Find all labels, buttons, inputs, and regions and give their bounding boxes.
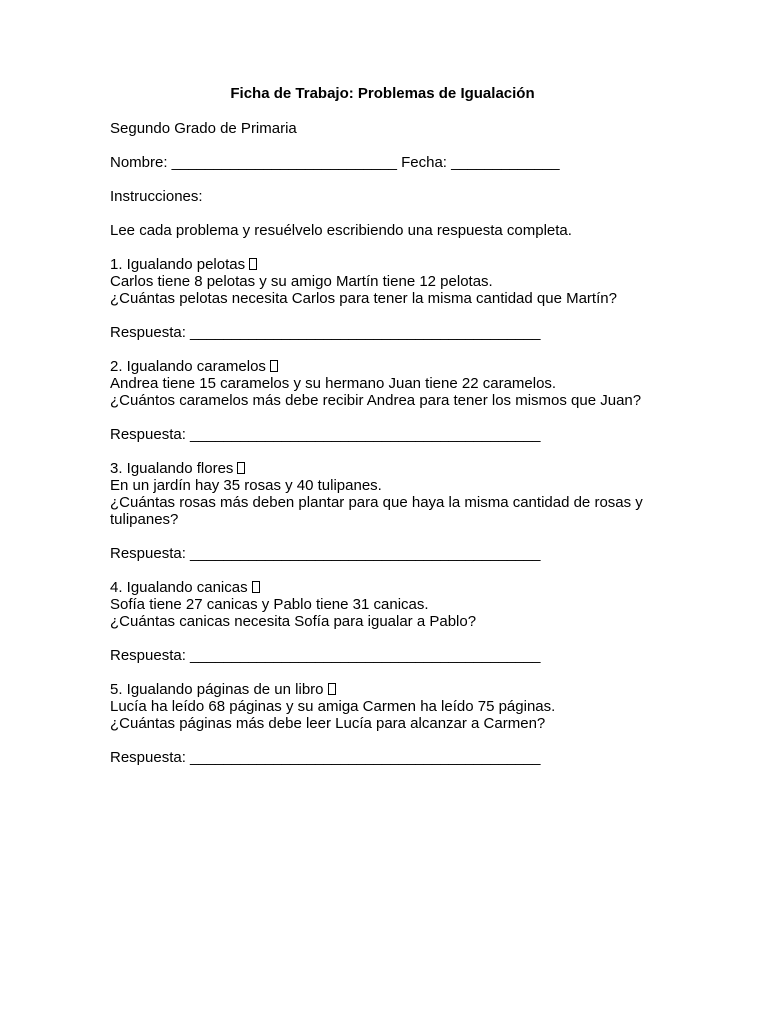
answer-line: Respuesta: __________________________________________ <box>110 545 541 562</box>
problem-heading: 5. Igualando páginas de un libro <box>110 681 324 698</box>
problem-heading: 3. Igualando flores <box>110 460 234 477</box>
problem-statement: Lucía ha leído 68 páginas y su amiga Carmen ha leído 75 páginas. <box>110 698 556 715</box>
problem-4 <box>110 579 655 681</box>
answer-line: Respuesta: __________________________________________ <box>110 749 541 766</box>
answer-line: Respuesta: __________________________________________ <box>110 647 541 664</box>
problem-1 <box>110 256 655 358</box>
missing-emoji-icon <box>249 258 257 270</box>
page-title: Ficha de Trabajo: Problemas de Igualación <box>230 85 535 102</box>
problem-statement: Sofía tiene 27 canicas y Pablo tiene 31 canicas. <box>110 596 429 613</box>
problem-heading: 1. Igualando pelotas <box>110 256 246 273</box>
problem-question: ¿Cuántas páginas más debe leer Lucía para alcanzar a Carmen? <box>110 715 546 732</box>
answer-line: Respuesta: __________________________________________ <box>110 324 541 341</box>
missing-emoji-icon <box>328 683 336 695</box>
problem-statement: Andrea tiene 15 caramelos y su hermano Juan tiene 22 caramelos. <box>110 375 557 392</box>
problem-question: ¿Cuántos caramelos más debe recibir Andrea para tener los mismos que Juan? <box>110 392 642 409</box>
problem-question: ¿Cuántas rosas más deben plantar para que haya la misma cantidad de rosas y tulipanes? <box>110 494 647 528</box>
name-date-line: Nombre: ___________________________ Fecha: _____________ <box>110 154 560 171</box>
missing-emoji-icon <box>237 462 245 474</box>
problem-question: ¿Cuántas canicas necesita Sofía para igualar a Pablo? <box>110 613 477 630</box>
problem-3 <box>110 460 655 579</box>
problem-heading: 4. Igualando canicas <box>110 579 248 596</box>
answer-line: Respuesta: __________________________________________ <box>110 426 541 443</box>
problem-statement: En un jardín hay 35 rosas y 40 tulipanes. <box>110 477 382 494</box>
problem-2 <box>110 358 655 460</box>
problem-question: ¿Cuántas pelotas necesita Carlos para tener la misma cantidad que Martín? <box>110 290 617 307</box>
problem-heading: 2. Igualando caramelos <box>110 358 266 375</box>
instructions-label: Instrucciones: <box>110 188 203 205</box>
problem-statement: Carlos tiene 8 pelotas y su amigo Martín tiene 12 pelotas. <box>110 273 493 290</box>
worksheet-page <box>110 85 655 766</box>
missing-emoji-icon <box>270 360 278 372</box>
instructions-text: Lee cada problema y resuélvelo escribiendo una respuesta completa. <box>110 222 572 239</box>
grade-label: Segundo Grado de Primaria <box>110 120 297 137</box>
problem-5 <box>110 681 655 766</box>
missing-emoji-icon <box>252 581 260 593</box>
